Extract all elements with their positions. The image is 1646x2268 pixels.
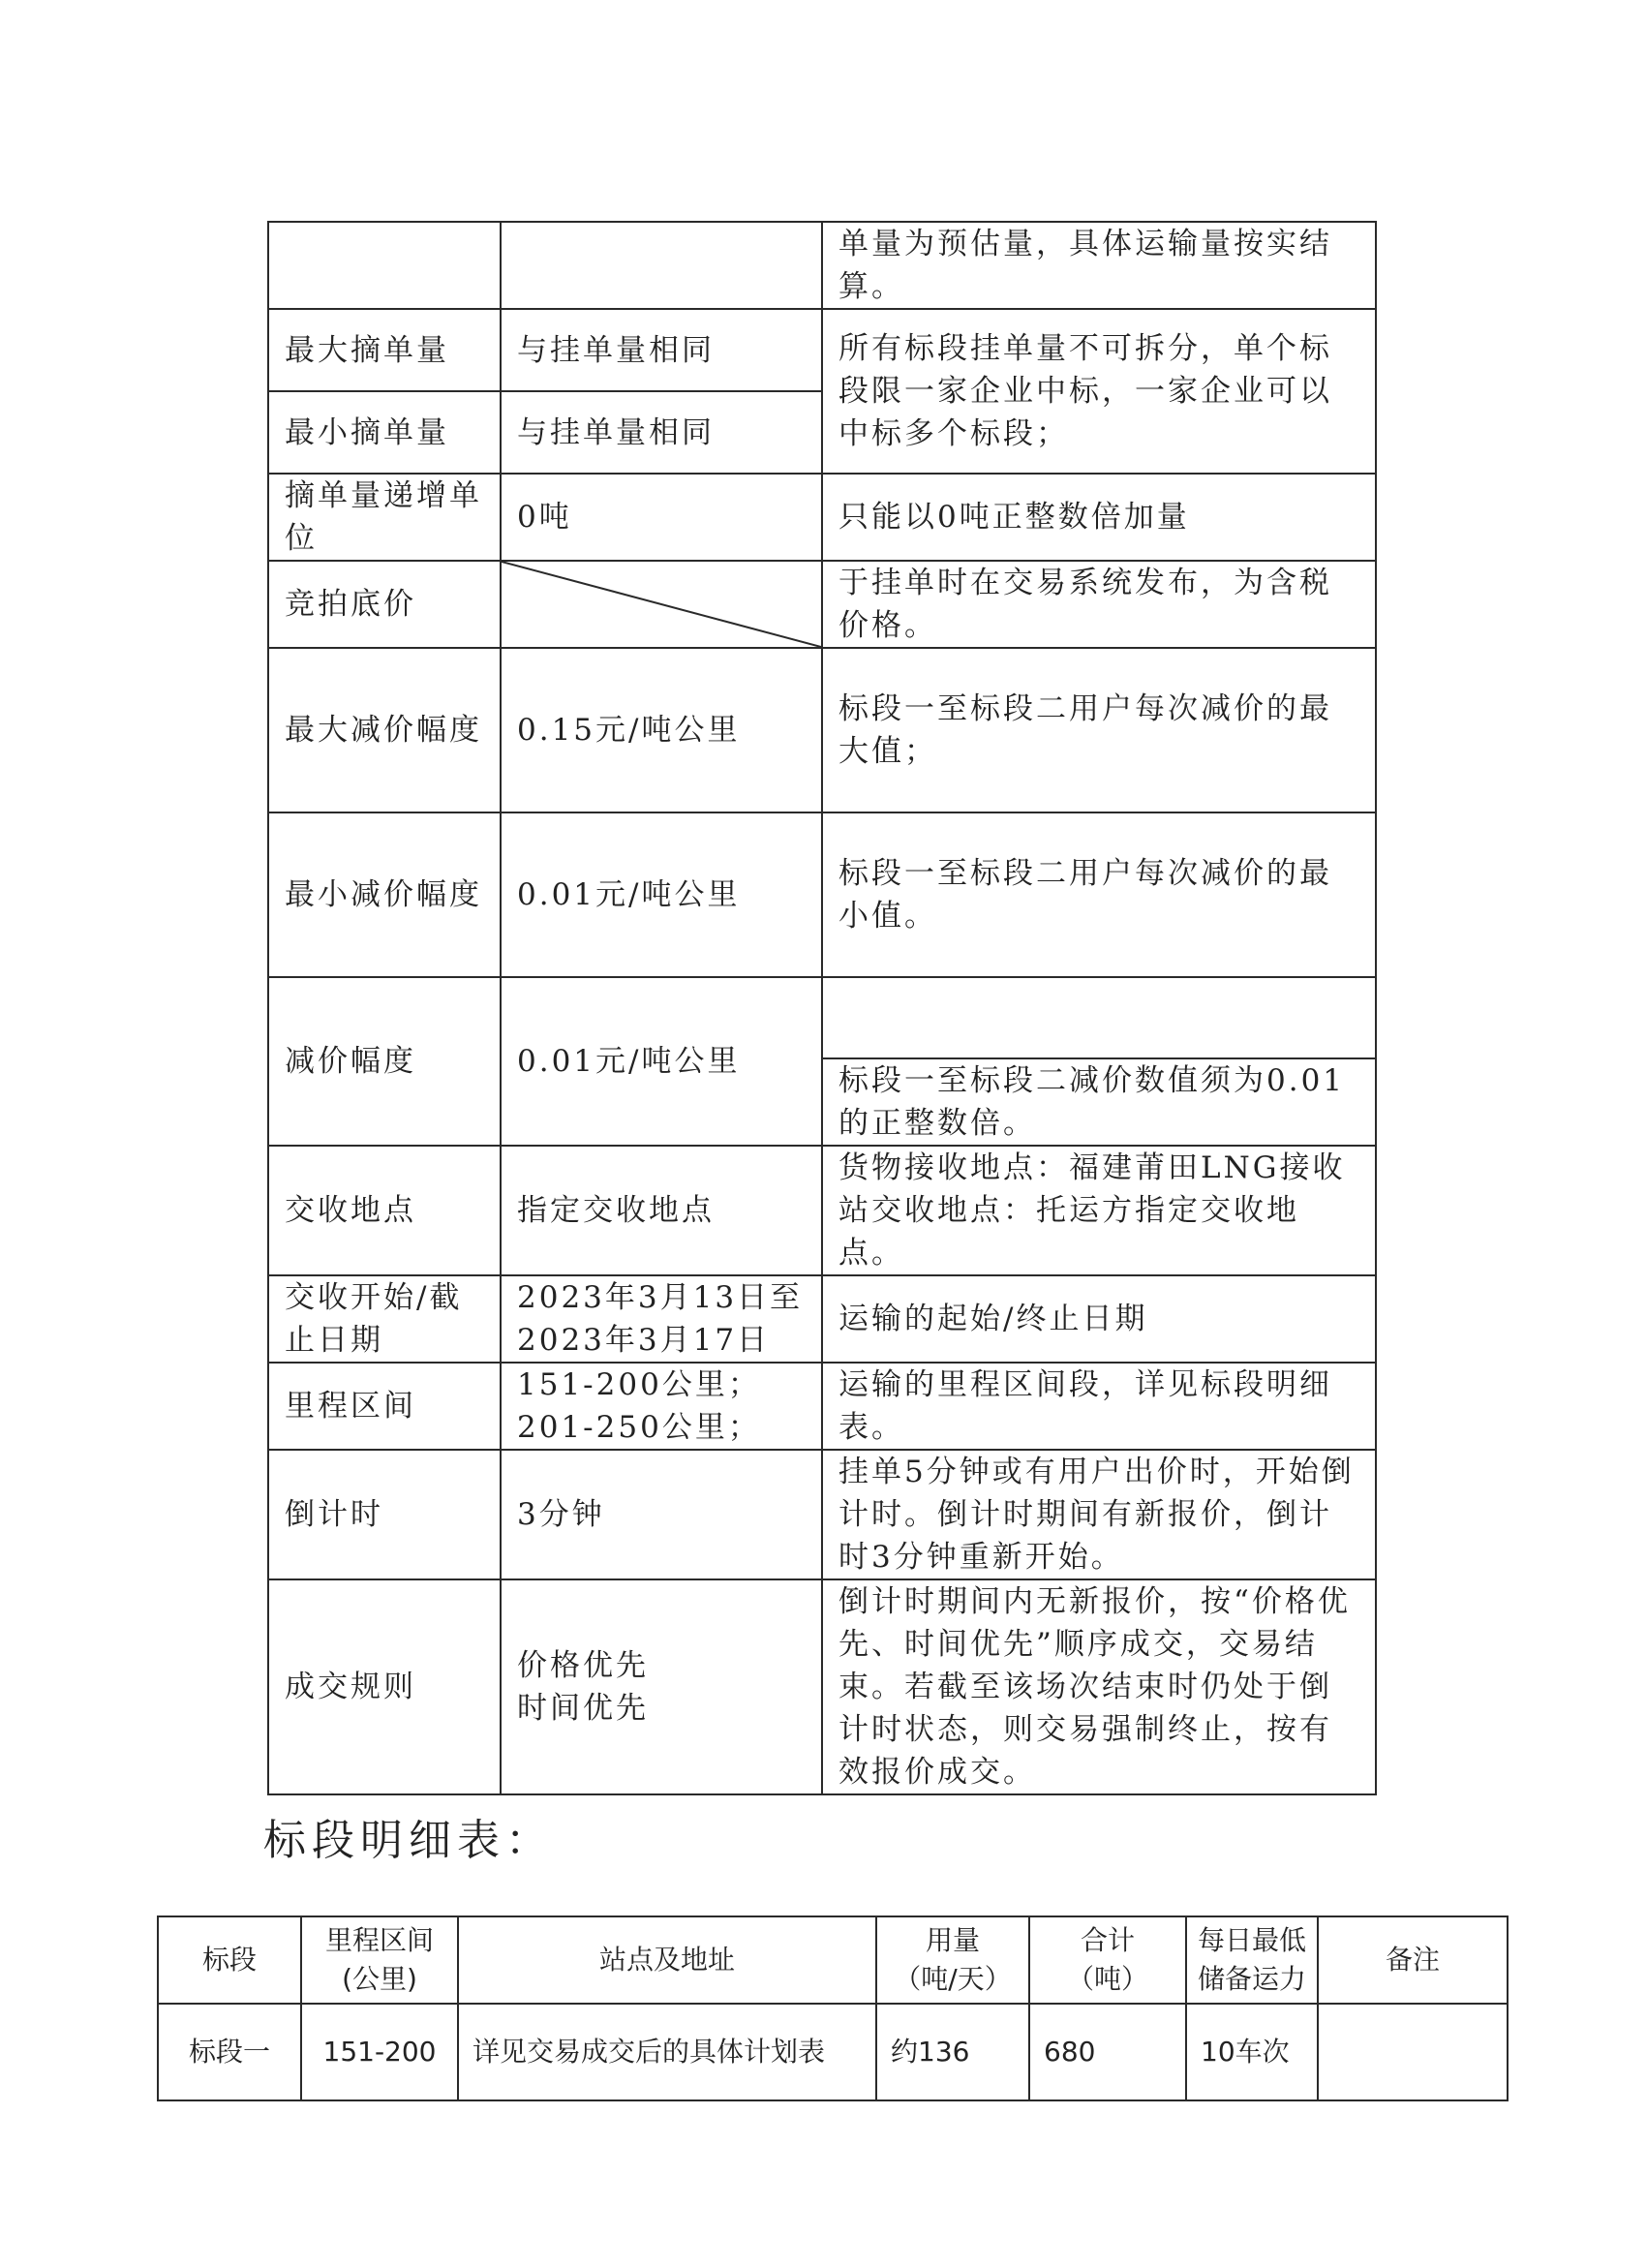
table-row [158,2004,1508,2100]
header-text: (公里) [342,1963,417,1995]
range-cell: 151-200 [301,2004,458,2100]
rule-note-cell-empty [822,977,1376,1058]
header-text: 站点及地址 [598,1944,735,1976]
rule-value-cell: 0.01元/吨公里 [501,812,822,977]
rule-value-cell [501,1363,822,1450]
rule-value-cell: 0吨 [501,474,822,561]
table-row [268,1579,1376,1794]
table-row [268,1363,1376,1450]
rule-note-cell: 货物接收地点：福建莆田LNG接收站交收地点：托运方指定交收地点。 [822,1146,1376,1275]
header-cell [1318,1916,1508,2004]
rule-label-cell [268,222,501,309]
header-cell [301,1916,458,2004]
header-text: （吨） [1066,1963,1148,1995]
rule-label-cell: 里程区间 [268,1363,501,1450]
rule-label-cell: 交收地点 [268,1146,501,1275]
rule-note-cell: 标段一至标段二用户每次减价的最大值； [822,648,1376,812]
rule-note-cell: 挂单5分钟或有用户出价时，开始倒计时。倒计时期间有新报价，倒计时3分钟重新开始。 [822,1450,1376,1579]
header-text: 标段 [201,1944,257,1976]
rule-label-cell: 竞拍底价 [268,561,501,648]
table-row [268,977,1376,1058]
rule-value-cell: 3分钟 [501,1450,822,1579]
rule-label-cell: 摘单量递增单位 [268,474,501,561]
header-text: 备注 [1385,1944,1440,1976]
header-cell [1029,1916,1186,2004]
deal-rule-line: 价格优先 [517,1648,649,1683]
rule-note-cell: 于挂单时在交易系统发布，为含税价格。 [822,561,1376,648]
rule-label-cell: 交收开始/截止日期 [268,1275,501,1363]
diagonal-line [502,562,821,647]
header-text: 里程区间 [324,1924,434,1956]
section-cell: 标段一 [158,2004,301,2100]
rule-note-cell: 标段一至标段二减价数值须为0.01的正整数倍。 [822,1058,1376,1146]
rule-label-cell: 最大减价幅度 [268,648,501,812]
rule-note-cell: 运输的里程区间段，详见标段明细表。 [822,1363,1376,1450]
header-text: 每日最低 [1197,1924,1306,1956]
section-title: 标段明细表： [263,1816,554,1865]
capacity-cell: 10车次 [1186,2004,1318,2100]
rule-label-cell: 倒计时 [268,1450,501,1579]
rule-note-cell: 倒计时期间内无新报价，按“价格优先、时间优先”顺序成交，交易结束。若截至该场次结束时仍处于倒计时状态，则交易强制终止，按有效报价成交。 [822,1579,1376,1794]
header-cell [876,1916,1029,2004]
trading-rules-table [267,221,1377,1795]
total-cell: 680 [1029,2004,1186,2100]
section-detail-table [157,1916,1509,2101]
header-text: 储备运力 [1197,1963,1306,1995]
rule-value-cell: 0.15元/吨公里 [501,648,822,812]
rule-value-cell: 指定交收地点 [501,1146,822,1275]
header-cell [1186,1916,1318,2004]
rule-label-cell: 最小减价幅度 [268,812,501,977]
rule-value-cell [501,222,822,309]
table-row [268,648,1376,812]
table-row [268,1275,1376,1363]
table-row [268,1450,1376,1579]
header-cell [458,1916,876,2004]
table-row [268,222,1376,309]
mileage-line: 151-200公里； [517,1367,761,1402]
rule-note-cell: 运输的起始/终止日期 [822,1275,1376,1363]
rule-label-cell: 最小摘单量 [268,391,501,474]
table-row [268,309,1376,391]
header-text: 用量 [925,1924,980,1956]
deal-rule-line: 时间优先 [517,1691,649,1726]
rule-value-cell: 2023年3月13日至2023年3月17日 [501,1275,822,1363]
rule-note-cell: 单量为预估量，具体运输量按实结算。 [822,222,1376,309]
rule-value-cell: 与挂单量相同 [501,391,822,474]
rule-value-cell [501,1579,822,1794]
table-header-row [158,1916,1508,2004]
rule-note-cell: 只能以0吨正整数倍加量 [822,474,1376,561]
rule-note-cell: 所有标段挂单量不可拆分，单个标段限一家企业中标，一家企业可以中标多个标段； [822,309,1376,474]
header-text: （吨/天） [894,1963,1012,1995]
table-row [268,474,1376,561]
table-row [268,1146,1376,1275]
remark-cell [1318,2004,1508,2100]
address-cell: 详见交易成交后的具体计划表 [458,2004,876,2100]
header-cell [158,1916,301,2004]
header-text: 合计 [1080,1924,1135,1956]
usage-cell: 约136 [876,2004,1029,2100]
mileage-line: 201-250公里； [517,1410,761,1445]
rule-label-cell: 减价幅度 [268,977,501,1146]
rule-value-cell: 与挂单量相同 [501,309,822,391]
table-row [268,812,1376,977]
table-row [268,561,1376,648]
rule-label-cell: 最大摘单量 [268,309,501,391]
rule-label-cell: 成交规则 [268,1579,501,1794]
rule-value-cell [501,561,822,648]
rule-note-cell: 标段一至标段二用户每次减价的最小值。 [822,812,1376,977]
rule-value-cell: 0.01元/吨公里 [501,977,822,1146]
